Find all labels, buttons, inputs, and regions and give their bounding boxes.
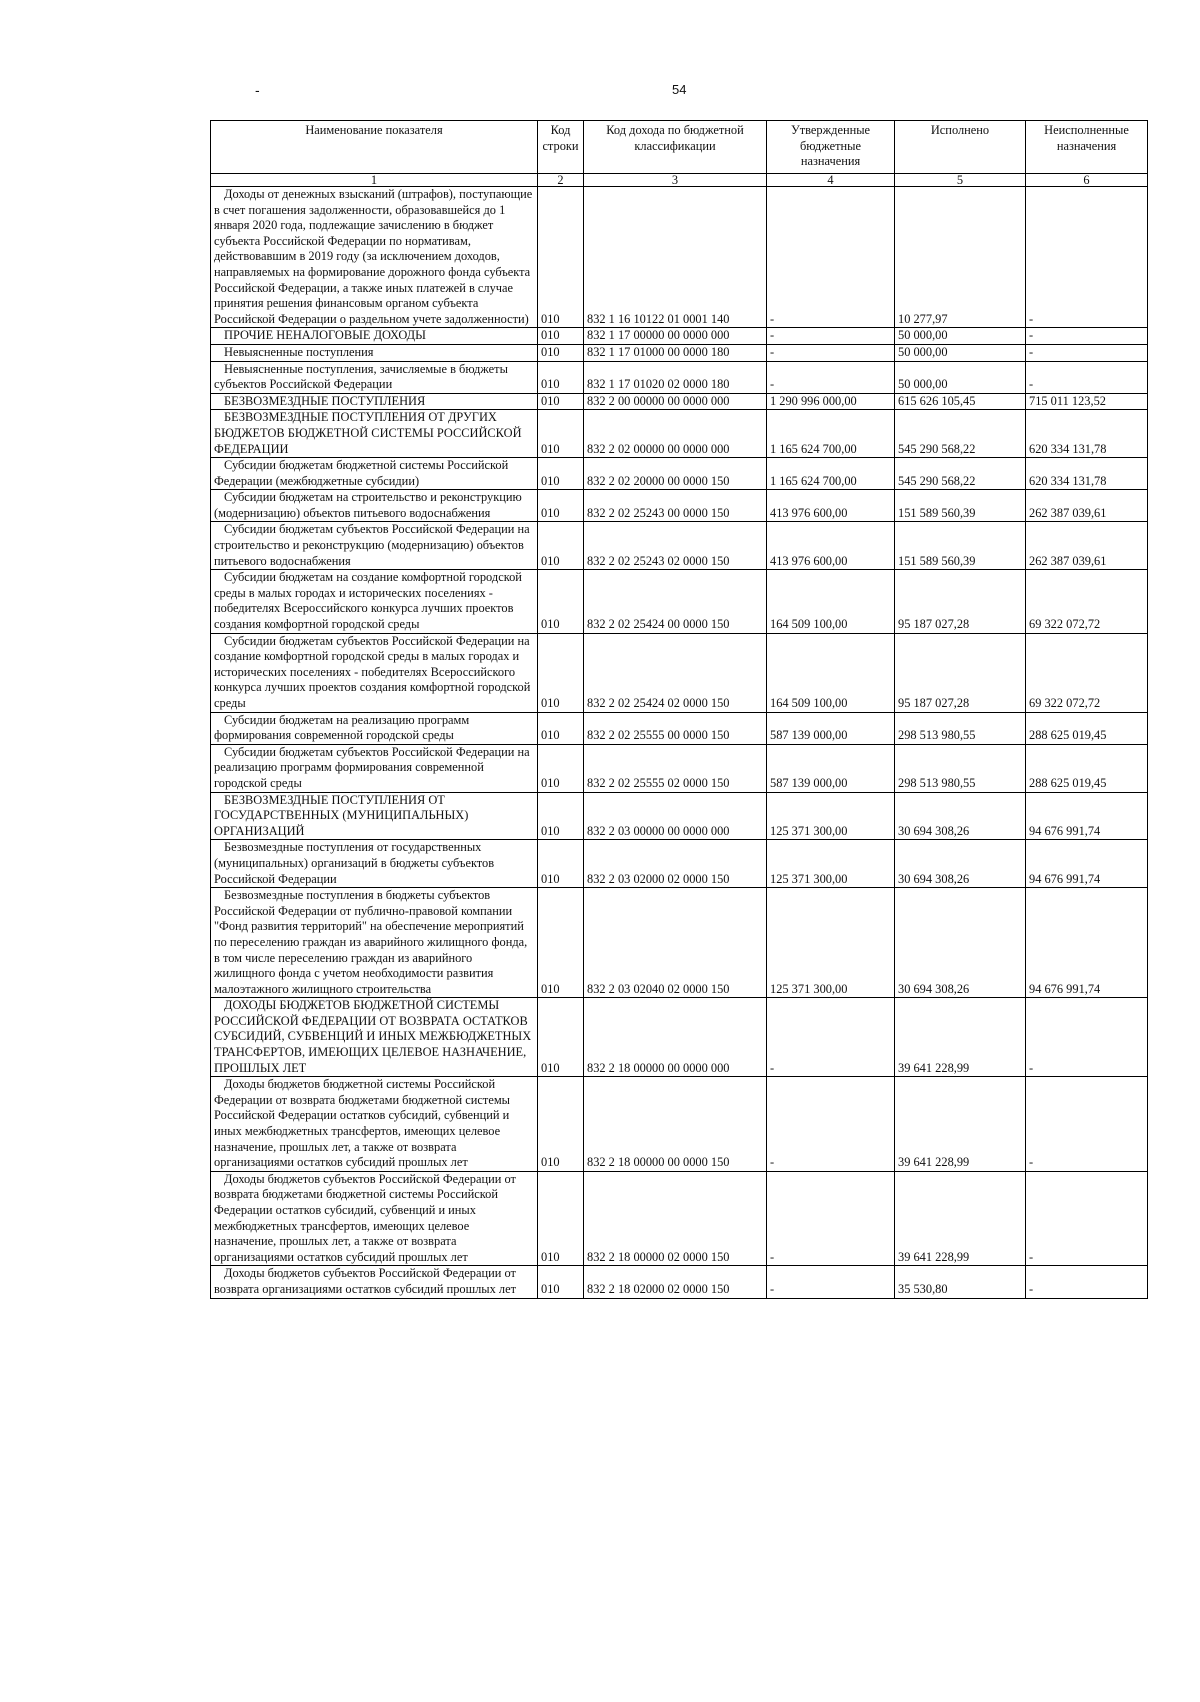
table-row xyxy=(211,1266,1148,1298)
executed-cell: 35 530,80 xyxy=(895,1266,1026,1298)
unexecuted-cell: - xyxy=(1026,1077,1148,1172)
budget-code-cell: 832 2 02 25424 00 0000 150 xyxy=(584,570,767,633)
indicator-name-cell: Доходы бюджетов субъектов Российской Федерации от возврата организациями остатков субсидий прошлых лет xyxy=(211,1266,538,1298)
indicator-name-cell: БЕЗВОЗМЕЗДНЫЕ ПОСТУПЛЕНИЯ ОТ ДРУГИХ БЮДЖЕТОВ БЮДЖЕТНОЙ СИСТЕМЫ РОССИЙСКОЙ ФЕДЕРАЦИИ xyxy=(211,410,538,458)
budget-code-cell: 832 2 03 00000 00 0000 000 xyxy=(584,792,767,840)
indicator-name-cell: Субсидии бюджетам субъектов Российской Федерации на создание комфортной городской среды в малых городах и исторических поселениях - победителях Всероссийского конкурса лучших проектов создания комфортной городской среды xyxy=(211,633,538,712)
table-row xyxy=(211,792,1148,840)
table-row xyxy=(211,744,1148,792)
approved-cell: 413 976 600,00 xyxy=(767,522,895,570)
approved-cell: - xyxy=(767,1266,895,1298)
indicator-name-cell: БЕЗВОЗМЕЗДНЫЕ ПОСТУПЛЕНИЯ ОТ ГОСУДАРСТВЕННЫХ (МУНИЦИПАЛЬНЫХ) ОРГАНИЗАЦИЙ xyxy=(211,792,538,840)
line-code-cell: 010 xyxy=(538,888,584,998)
line-code-cell: 010 xyxy=(538,633,584,712)
approved-cell: 125 371 300,00 xyxy=(767,840,895,888)
indicator-name-cell: Невыясненные поступления xyxy=(211,344,538,361)
line-code-cell: 010 xyxy=(538,1077,584,1172)
table-row xyxy=(211,410,1148,458)
budget-code-cell: 832 1 17 00000 00 0000 000 xyxy=(584,328,767,345)
executed-cell: 39 641 228,99 xyxy=(895,1171,1026,1266)
budget-code-cell: 832 2 02 25424 02 0000 150 xyxy=(584,633,767,712)
executed-cell: 30 694 308,26 xyxy=(895,792,1026,840)
unexecuted-cell: - xyxy=(1026,344,1148,361)
table-row xyxy=(211,633,1148,712)
budget-code-cell: 832 2 18 00000 00 0000 000 xyxy=(584,998,767,1077)
indicator-name-cell: ПРОЧИЕ НЕНАЛОГОВЫЕ ДОХОДЫ xyxy=(211,328,538,345)
table-row xyxy=(211,490,1148,522)
executed-cell: 298 513 980,55 xyxy=(895,744,1026,792)
line-code-cell: 010 xyxy=(538,393,584,410)
indicator-name-cell: Доходы бюджетов субъектов Российской Федерации от возврата бюджетами бюджетной системы Российской Федерации остатков субсидий, субвенций и иных межбюджетных трансфертов, имеющих целевое назначение, прошлых лет, а также от возврата организациями остатков субсидий прошлых лет xyxy=(211,1171,538,1266)
indicator-name-cell: Доходы бюджетов бюджетной системы Российской Федерации от возврата бюджетами бюджетной системы Российской Федерации остатков субсидий, субвенций и иных межбюджетных трансфертов, имеющих целевое назначение, прошлых лет, а также от возврата организациями остатков субсидий прошлых лет xyxy=(211,1077,538,1172)
table-row xyxy=(211,344,1148,361)
table-body xyxy=(211,187,1148,1299)
budget-code-cell: 832 2 02 25243 00 0000 150 xyxy=(584,490,767,522)
indicator-name-cell: Субсидии бюджетам субъектов Российской Федерации на реализацию программ формирования современной городской среды xyxy=(211,744,538,792)
table-row xyxy=(211,888,1148,998)
executed-cell: 39 641 228,99 xyxy=(895,1077,1026,1172)
budget-code-cell: 832 2 02 25555 00 0000 150 xyxy=(584,712,767,744)
unexecuted-cell: 69 322 072,72 xyxy=(1026,570,1148,633)
approved-cell: - xyxy=(767,344,895,361)
line-code-cell: 010 xyxy=(538,328,584,345)
budget-code-cell: 832 2 03 02040 02 0000 150 xyxy=(584,888,767,998)
table-row xyxy=(211,570,1148,633)
budget-code-cell: 832 2 02 00000 00 0000 000 xyxy=(584,410,767,458)
indicator-name-cell: Субсидии бюджетам на создание комфортной городской среды в малых городах и исторических поселениях - победителях Всероссийского конкурса лучших проектов создания комфортной городской среды xyxy=(211,570,538,633)
line-code-cell: 010 xyxy=(538,1266,584,1298)
column-number: 1 xyxy=(211,174,538,187)
line-code-cell: 010 xyxy=(538,570,584,633)
header-approved: Утвержденные бюджетные назначения xyxy=(767,121,895,174)
line-code-cell: 010 xyxy=(538,998,584,1077)
approved-cell: - xyxy=(767,361,895,393)
line-code-cell: 010 xyxy=(538,490,584,522)
header-budget-code: Код дохода по бюджетной классификации xyxy=(584,121,767,174)
indicator-name-cell: Доходы от денежных взысканий (штрафов), поступающие в счет погашения задолженности, образовавшейся до 1 января 2020 года, подлежащие зачислению в бюджет субъекта Российской Федерации по нормативам, действовавшим в 2019 году (за исключением доходов, направляемых на формирование дорожного фонда субъекта Российской Федерации, а также иных платежей в случае принятия решения финансовым органом субъекта Российской Федерации о раздельном учете задолженности) xyxy=(211,187,538,328)
budget-code-cell: 832 1 16 10122 01 0001 140 xyxy=(584,187,767,328)
approved-cell: - xyxy=(767,1077,895,1172)
column-number: 6 xyxy=(1026,174,1148,187)
budget-code-cell: 832 1 17 01000 00 0000 180 xyxy=(584,344,767,361)
table-row xyxy=(211,187,1148,328)
approved-cell: - xyxy=(767,998,895,1077)
approved-cell: 587 139 000,00 xyxy=(767,712,895,744)
executed-cell: 545 290 568,22 xyxy=(895,410,1026,458)
approved-cell: 587 139 000,00 xyxy=(767,744,895,792)
budget-code-cell: 832 2 03 02000 02 0000 150 xyxy=(584,840,767,888)
line-code-cell: 010 xyxy=(538,344,584,361)
table-row xyxy=(211,998,1148,1077)
unexecuted-cell: 262 387 039,61 xyxy=(1026,522,1148,570)
table-row xyxy=(211,840,1148,888)
table-row xyxy=(211,1171,1148,1266)
executed-cell: 545 290 568,22 xyxy=(895,458,1026,490)
executed-cell: 30 694 308,26 xyxy=(895,840,1026,888)
approved-cell: - xyxy=(767,328,895,345)
unexecuted-cell: - xyxy=(1026,361,1148,393)
column-number: 2 xyxy=(538,174,584,187)
executed-cell: 50 000,00 xyxy=(895,328,1026,345)
executed-cell: 50 000,00 xyxy=(895,344,1026,361)
unexecuted-cell: 288 625 019,45 xyxy=(1026,712,1148,744)
unexecuted-cell: 94 676 991,74 xyxy=(1026,792,1148,840)
approved-cell: - xyxy=(767,187,895,328)
approved-cell: 125 371 300,00 xyxy=(767,888,895,998)
line-code-cell: 010 xyxy=(538,410,584,458)
executed-cell: 50 000,00 xyxy=(895,361,1026,393)
unexecuted-cell: - xyxy=(1026,187,1148,328)
executed-cell: 39 641 228,99 xyxy=(895,998,1026,1077)
column-number-row xyxy=(211,174,1148,187)
line-code-cell: 010 xyxy=(538,187,584,328)
line-code-cell: 010 xyxy=(538,744,584,792)
indicator-name-cell: Субсидии бюджетам на реализацию программ формирования современной городской среды xyxy=(211,712,538,744)
column-number: 5 xyxy=(895,174,1026,187)
indicator-name-cell: БЕЗВОЗМЕЗДНЫЕ ПОСТУПЛЕНИЯ xyxy=(211,393,538,410)
budget-code-cell: 832 2 02 25243 02 0000 150 xyxy=(584,522,767,570)
unexecuted-cell: 288 625 019,45 xyxy=(1026,744,1148,792)
approved-cell: 413 976 600,00 xyxy=(767,490,895,522)
header-line-code: Код строки xyxy=(538,121,584,174)
table-row xyxy=(211,1077,1148,1172)
unexecuted-cell: - xyxy=(1026,1171,1148,1266)
table-row xyxy=(211,458,1148,490)
table-row xyxy=(211,328,1148,345)
unexecuted-cell: - xyxy=(1026,998,1148,1077)
approved-cell: 1 165 624 700,00 xyxy=(767,458,895,490)
unexecuted-cell: - xyxy=(1026,1266,1148,1298)
unexecuted-cell: 94 676 991,74 xyxy=(1026,840,1148,888)
executed-cell: 615 626 105,45 xyxy=(895,393,1026,410)
executed-cell: 151 589 560,39 xyxy=(895,490,1026,522)
indicator-name-cell: Субсидии бюджетам бюджетной системы Российской Федерации (межбюджетные субсидии) xyxy=(211,458,538,490)
executed-cell: 30 694 308,26 xyxy=(895,888,1026,998)
unexecuted-cell: 620 334 131,78 xyxy=(1026,410,1148,458)
executed-cell: 10 277,97 xyxy=(895,187,1026,328)
approved-cell: 1 290 996 000,00 xyxy=(767,393,895,410)
unexecuted-cell: 262 387 039,61 xyxy=(1026,490,1148,522)
header-unexecuted: Неисполненные назначения xyxy=(1026,121,1148,174)
approved-cell: - xyxy=(767,1171,895,1266)
column-number: 3 xyxy=(584,174,767,187)
budget-code-cell: 832 2 02 20000 00 0000 150 xyxy=(584,458,767,490)
executed-cell: 95 187 027,28 xyxy=(895,570,1026,633)
line-code-cell: 010 xyxy=(538,792,584,840)
budget-code-cell: 832 2 18 00000 02 0000 150 xyxy=(584,1171,767,1266)
budget-code-cell: 832 2 02 25555 02 0000 150 xyxy=(584,744,767,792)
line-code-cell: 010 xyxy=(538,522,584,570)
budget-code-cell: 832 2 00 00000 00 0000 000 xyxy=(584,393,767,410)
indicator-name-cell: ДОХОДЫ БЮДЖЕТОВ БЮДЖЕТНОЙ СИСТЕМЫ РОССИЙСКОЙ ФЕДЕРАЦИИ ОТ ВОЗВРАТА ОСТАТКОВ СУБСИДИЙ, СУБВЕНЦИЙ И ИНЫХ МЕЖБЮДЖЕТНЫХ ТРАНСФЕРТОВ, ИМЕЮЩИХ ЦЕЛЕВОЕ НАЗНАЧЕНИЕ, ПРОШЛЫХ ЛЕТ xyxy=(211,998,538,1077)
unexecuted-cell: 94 676 991,74 xyxy=(1026,888,1148,998)
executed-cell: 151 589 560,39 xyxy=(895,522,1026,570)
unexecuted-cell: 69 322 072,72 xyxy=(1026,633,1148,712)
indicator-name-cell: Субсидии бюджетам субъектов Российской Федерации на строительство и реконструкцию (модернизацию) объектов питьевого водоснабжения xyxy=(211,522,538,570)
header-row xyxy=(211,121,1148,174)
line-code-cell: 010 xyxy=(538,361,584,393)
revenue-table xyxy=(210,120,1148,1299)
budget-code-cell: 832 2 18 02000 02 0000 150 xyxy=(584,1266,767,1298)
indicator-name-cell: Невыясненные поступления, зачисляемые в бюджеты субъектов Российской Федерации xyxy=(211,361,538,393)
indicator-name-cell: Безвозмездные поступления в бюджеты субъектов Российской Федерации от публично-правовой компании "Фонд развития территорий" на обеспечение мероприятий по переселению граждан из аварийного жилищного фонда, в том числе переселению граждан из аварийного жилищного фонда с учетом необходимости развития малоэтажного жилищного строительства xyxy=(211,888,538,998)
header-executed: Исполнено xyxy=(895,121,1026,174)
budget-code-cell: 832 1 17 01020 02 0000 180 xyxy=(584,361,767,393)
column-number: 4 xyxy=(767,174,895,187)
line-code-cell: 010 xyxy=(538,458,584,490)
table-row xyxy=(211,712,1148,744)
table-row xyxy=(211,361,1148,393)
approved-cell: 1 165 624 700,00 xyxy=(767,410,895,458)
executed-cell: 298 513 980,55 xyxy=(895,712,1026,744)
unexecuted-cell: 620 334 131,78 xyxy=(1026,458,1148,490)
approved-cell: 164 509 100,00 xyxy=(767,633,895,712)
line-code-cell: 010 xyxy=(538,1171,584,1266)
table-row xyxy=(211,522,1148,570)
approved-cell: 125 371 300,00 xyxy=(767,792,895,840)
table-row xyxy=(211,393,1148,410)
line-code-cell: 010 xyxy=(538,712,584,744)
indicator-name-cell: Субсидии бюджетам на строительство и реконструкцию (модернизацию) объектов питьевого водоснабжения xyxy=(211,490,538,522)
unexecuted-cell: 715 011 123,52 xyxy=(1026,393,1148,410)
page-dash: - xyxy=(255,82,260,98)
indicator-name-cell: Безвозмездные поступления от государственных (муниципальных) организаций в бюджеты субъектов Российской Федерации xyxy=(211,840,538,888)
approved-cell: 164 509 100,00 xyxy=(767,570,895,633)
page-number: 54 xyxy=(672,82,687,97)
budget-code-cell: 832 2 18 00000 00 0000 150 xyxy=(584,1077,767,1172)
header-indicator-name: Наименование показателя xyxy=(211,121,538,174)
executed-cell: 95 187 027,28 xyxy=(895,633,1026,712)
unexecuted-cell: - xyxy=(1026,328,1148,345)
line-code-cell: 010 xyxy=(538,840,584,888)
